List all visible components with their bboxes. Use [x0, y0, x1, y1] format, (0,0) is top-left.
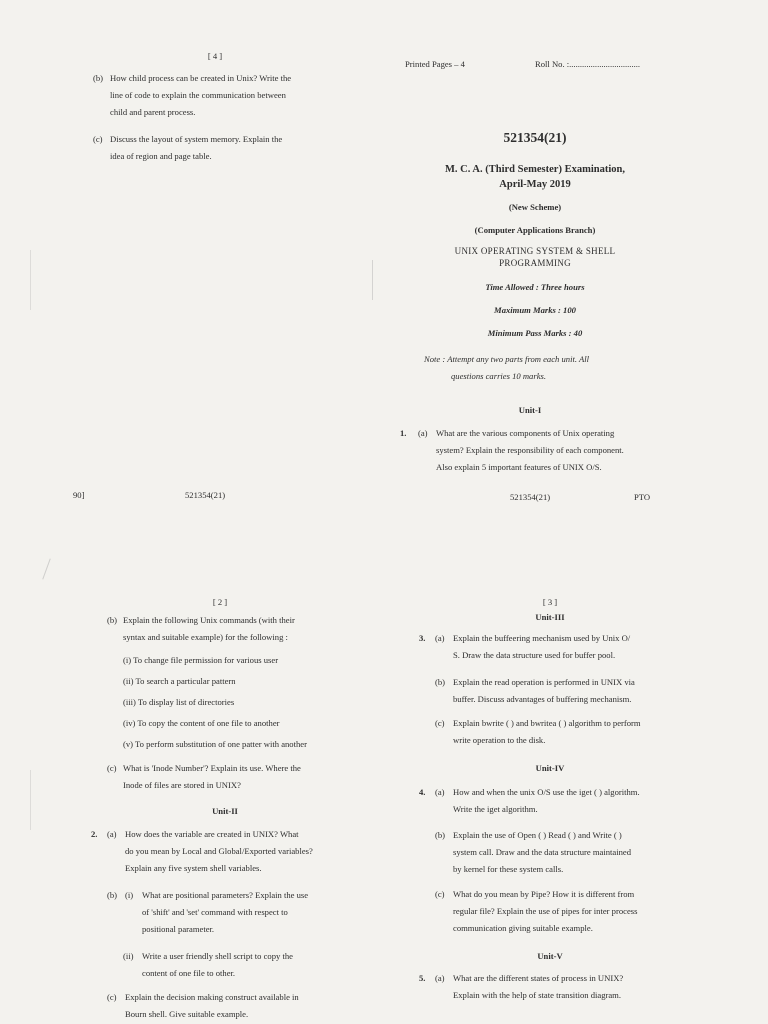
question-label: (c)	[107, 992, 117, 1002]
question-label: (c)	[435, 718, 445, 728]
page-footer-code: 521354(21)	[185, 490, 226, 500]
unit-heading: Unit-II	[212, 806, 238, 816]
page-footer-code: 521354(21)	[510, 492, 551, 502]
question-text: Explain the following Unix commands (with their syntax and suitable example) for the following :	[123, 615, 295, 642]
question-label: (b)	[107, 890, 118, 900]
page-number: [ 4 ]	[207, 51, 223, 61]
page-number: [ 2 ]	[212, 597, 228, 607]
question-text: What are positional parameters? Explain the use of 'shift' and 'set' command with respect to positional parameter.	[142, 890, 309, 934]
question-number: 5.	[419, 973, 426, 983]
list-item: (iv) To copy the content of one file to another	[123, 718, 280, 728]
scan-mark	[30, 770, 31, 830]
question-label: (c)	[107, 763, 117, 773]
question-label: (b)	[93, 73, 104, 83]
question-text: What do you mean by Pipe? How it is different from regular file? Explain the use of pipes for inter process communication giving suitable example.	[453, 889, 638, 933]
unit-heading: Unit-III	[535, 612, 565, 622]
roll-number-field: Roll No. :.................................	[535, 59, 641, 69]
bottom-spread	[0, 530, 768, 1024]
sub-item-list	[123, 650, 363, 755]
question-number: 4.	[419, 787, 426, 797]
question-text: Explain bwrite ( ) and bwritea ( ) algorithm to perform write operation to the disk.	[453, 718, 641, 745]
question-label: (b)	[435, 830, 446, 840]
question-label: (a)	[435, 633, 445, 643]
branch-label: (Computer Applications Branch)	[474, 225, 596, 235]
question-label: (b)	[107, 615, 118, 625]
question-text: What are the different states of process in UNIX? Explain with the help of state transition diagram.	[453, 973, 624, 1000]
question-text: What is 'Inode Number'? Explain its use. Where the Inode of files are stored in UNIX?	[123, 763, 301, 790]
list-item: (iii) To display list of directories	[123, 697, 235, 707]
question-text: How does the variable are created in UNIX? What do you mean by Local and Global/Exported variables? Explain any five system shell variables.	[125, 829, 313, 873]
time-allowed: Time Allowed : Three hours	[485, 282, 585, 292]
question-label: (a)	[418, 428, 428, 438]
page-number: [ 3 ]	[542, 597, 558, 607]
scan-mark	[372, 260, 373, 300]
list-item: (v) To perform substitution of one patter with another	[123, 739, 307, 749]
unit-heading: Unit-IV	[535, 763, 565, 773]
question-text: Write a user friendly shell script to copy the content of one file to other.	[142, 951, 293, 978]
subject-title: UNIX OPERATING SYSTEM & SHELL PROGRAMMING	[454, 246, 616, 268]
question-label: (a)	[435, 787, 445, 797]
maximum-marks: Maximum Marks : 100	[494, 305, 576, 315]
unit-heading: Unit-V	[537, 951, 563, 961]
printed-pages: Printed Pages – 4	[405, 59, 465, 69]
question-text: Explain the decision making construct available in Bourn shell. Give suitable example.	[125, 992, 299, 1019]
page-footer-pto: PTO	[634, 492, 651, 502]
exam-title: M. C. A. (Third Semester) Examination, April-May 2019	[445, 164, 625, 190]
question-text: Discuss the layout of system memory. Explain the idea of region and page table.	[110, 134, 283, 161]
question-label: (b)	[435, 677, 446, 687]
question-number: 2.	[91, 829, 98, 839]
question-number: 1.	[400, 428, 407, 438]
question-label: (a)	[107, 829, 117, 839]
instructions-note: Note : Attempt any two parts from each unit. All questions carries 10 marks.	[424, 354, 590, 381]
question-text: How and when the unix O/S use the iget ( ) algorithm. Write the iget algorithm.	[453, 787, 640, 814]
unit-heading: Unit-I	[518, 405, 542, 415]
question-text: Explain the use of Open ( ) Read ( ) and Write ( ) system call. Draw and the data structure maintained by kernel for these system calls.	[453, 830, 632, 874]
question-text: What are the various components of Unix operating system? Explain the responsibility of each component. Also explain 5 important features of UNIX O/S.	[436, 428, 624, 472]
list-item: (ii) To search a particular pattern	[123, 676, 236, 686]
question-label: (ii)	[123, 951, 134, 961]
scheme-label: (New Scheme)	[508, 202, 562, 212]
question-label: (c)	[435, 889, 445, 899]
question-text: Explain the read operation is performed in UNIX via buffer. Discuss advantages of buffering mechanism.	[453, 677, 635, 704]
page-footer-left: 90]	[73, 490, 85, 500]
scan-mark	[42, 558, 50, 579]
paper-code: 521354(21)	[503, 130, 567, 145]
question-label: (i)	[125, 890, 134, 900]
scan-mark	[30, 250, 31, 310]
question-label: (a)	[435, 973, 445, 983]
question-text: How child process can be created in Unix? Write the line of code to explain the communication between child and parent process.	[110, 73, 292, 117]
question-number: 3.	[419, 633, 426, 643]
minimum-pass-marks: Minimum Pass Marks : 40	[487, 328, 583, 338]
list-item: (i) To change file permission for various user	[123, 655, 279, 665]
question-label: (c)	[93, 134, 103, 144]
question-text: Explain the buffeering mechanism used by Unix O/ S. Draw the data structure used for buffer pool.	[453, 633, 631, 660]
